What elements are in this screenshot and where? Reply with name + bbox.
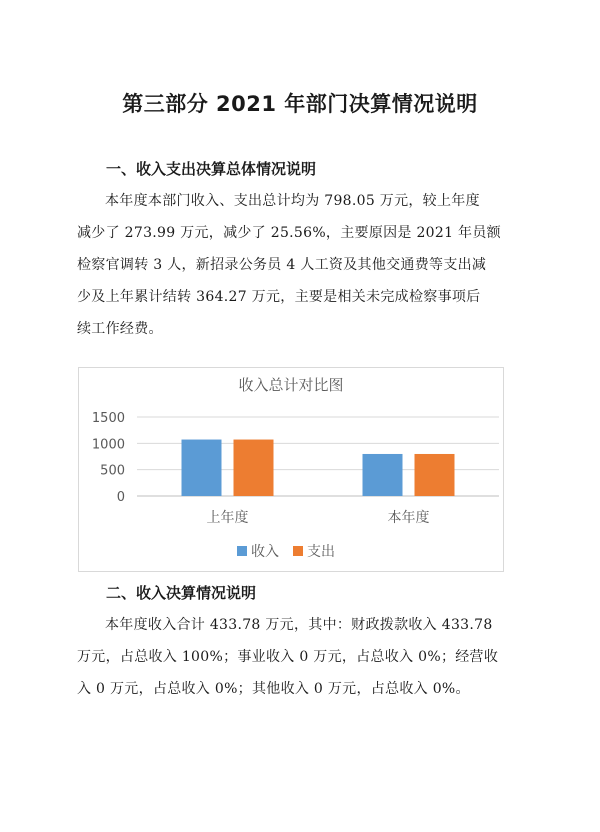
legend-label: 支出 [307,544,335,560]
chart-svg [79,368,503,571]
paragraph-line: 检察官调转 3 人，新招录公务员 4 人工资及其他交通费等支出减 [77,257,487,273]
paragraph-line: 万元，占总收入 100%；事业收入 0 万元，占总收入 0%；经营收 [77,649,499,665]
section-1-paragraph [77,185,525,345]
y-tick-label: 1500 [91,411,125,426]
x-category-label: 上年度 [206,510,249,526]
income-comparison-chart [78,367,504,572]
paragraph-line: 本年度收入合计 433.78 万元，其中：财政拨款收入 433.78 [105,617,493,633]
bar-支出 [415,454,455,496]
bar-收入 [182,440,222,496]
page-title: 第三部分 2021 年部门决算情况说明 [122,92,478,116]
legend-swatch [293,546,303,556]
bar-收入 [363,454,403,496]
section-heading-2: 二、收入决算情况说明 [106,584,257,602]
section-2-paragraph [77,609,525,705]
chart-title: 收入总计对比图 [238,376,344,394]
paragraph-line: 入 0 万元，占总收入 0%；其他收入 0 万元，占总收入 0%。 [77,681,470,697]
x-category-label: 本年度 [387,510,430,526]
y-tick-label: 1000 [91,437,125,453]
paragraph-line: 减少了 273.99 万元，减少了 25.56%，主要原因是 2021 年员额 [77,225,501,241]
paragraph-line: 本年度本部门收入、支出总计均为 798.05 万元，较上年度 [105,193,480,209]
bar-支出 [234,440,274,496]
paragraph-line: 少及上年累计结转 364.27 万元，主要是相关未完成检察事项后 [77,289,481,305]
y-tick-label: 0 [116,490,125,505]
legend-label: 收入 [251,544,279,560]
y-tick-label: 500 [100,463,125,479]
legend-swatch [237,546,247,556]
paragraph-line: 续工作经费。 [77,321,163,337]
section-heading-1: 一、收入支出决算总体情况说明 [106,160,317,178]
